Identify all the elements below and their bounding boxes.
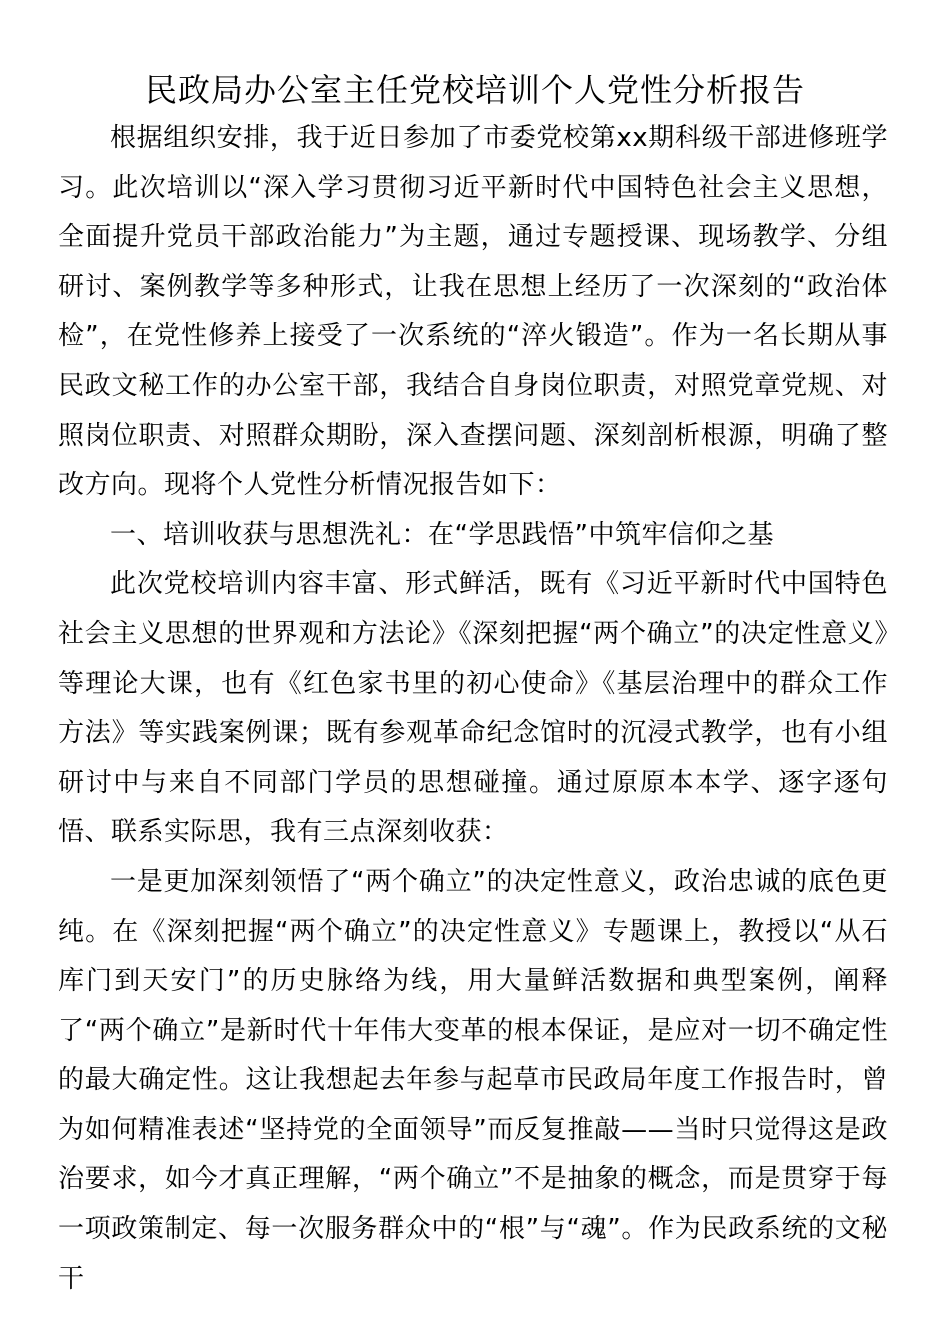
paragraph-intro: 根据组织安排，我于近日参加了市委党校第xx期科级干部进修班学习。此次培训以“深入学习贯彻习近平新时代中国特色社会主义思想，全面提升党员干部政治能力”为主题，通过专题授课、现场教学、分组研讨、案例教学等多种形式，让我在思想上经历了一次深刻的“政治体检”，在党性修养上接受了一次系统的“淬火锻造”。作为一名长期从事民政文秘工作的办公室干部，我结合自身岗位职责，对照党章党规、对照岗位职责、对照群众期盼，深入查摆问题、深刻剖析根源，明确了整改方向。现将个人党性分析情况报告如下： <box>58 123 888 501</box>
document-body <box>58 114 888 1304</box>
document-title: 民政局办公室主任党校培训个人党性分析报告 <box>144 71 805 109</box>
section-heading-1: 一、培训收获与思想洗礼：在“学思践悟”中筑牢信仰之基 <box>110 519 774 550</box>
paragraph-training-content: 此次党校培训内容丰富、形式鲜活，既有《习近平新时代中国特色社会主义思想的世界观和方法论》《深刻把握“两个确立”的决定性意义》等理论大课，也有《红色家书里的初心使命》《基层治理中的群众工作方法》等实践案例课；既有参观革命纪念馆时的沉浸式教学，也有小组研讨中与来自不同部门学员的思想碰撞。通过原原本本学、逐字逐句悟、联系实际思，我有三点深刻收获： <box>58 569 888 848</box>
paragraph-gain-one: 一是更加深刻领悟了“两个确立”的决定性意义，政治忠诚的底色更纯。在《深刻把握“两个确立”的决定性意义》专题课上，教授以“从石库门到天安门”的历史脉络为线，用大量鲜活数据和典型案例，阐释了“两个确立”是新时代十年伟大变革的根本保证，是应对一切不确定性的最大确定性。这让我想起去年参与起草市民政局年度工作报告时，曾为如何精准表述“坚持党的全面领导”而反复推敲——当时只觉得这是政治要求，如今才真正理解，“两个确立”不是抽象的概念，而是贯穿于每一项政策制定、每一次服务群众中的“根”与“魂”。作为民政系统的文秘干 <box>58 866 888 1294</box>
